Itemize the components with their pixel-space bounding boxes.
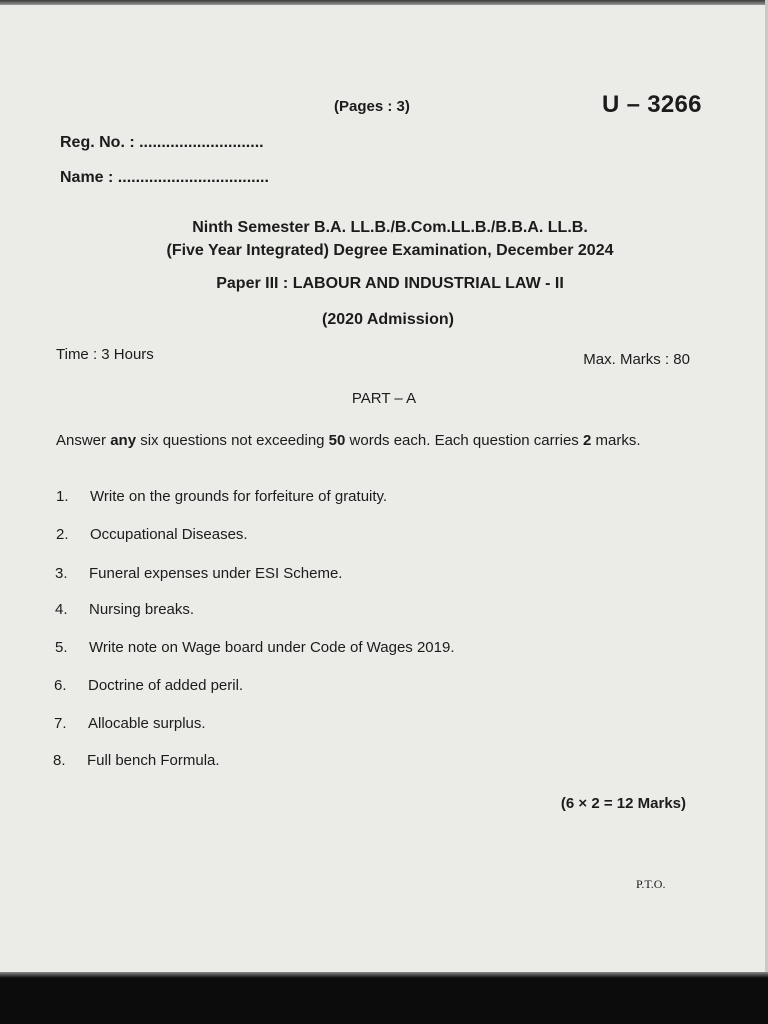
exam-title-line1: Ninth Semester B.A. LL.B./B.Com.LL.B./B.B.A. LL.B. — [192, 219, 588, 236]
question-text: Write note on Wage board under Code of Wages 2019. — [89, 639, 455, 656]
instruction-text: words each. Each question carries — [345, 432, 583, 449]
instruction-text: Answer — [56, 432, 111, 449]
scan-bottom-band — [0, 972, 768, 1024]
page-count: (Pages : 3) — [334, 98, 410, 115]
instructions — [56, 431, 690, 450]
name-field: Name : .................................. — [60, 169, 269, 186]
question-number: 6. — [54, 677, 67, 694]
please-turn-over: P.T.O. — [636, 877, 666, 891]
paper-code: U – 3266 — [602, 91, 702, 118]
instruction-emphasis: 50 — [328, 432, 346, 449]
exam-title-line2: (Five Year Integrated) Degree Examination, December 2024 — [166, 242, 614, 259]
admission-year: (2020 Admission) — [322, 311, 454, 328]
max-marks: Max. Marks : 80 — [583, 351, 690, 368]
question-number: 7. — [54, 715, 67, 732]
question-number: 3. — [55, 565, 68, 582]
scan-top-edge — [0, 0, 768, 5]
instruction-emphasis: 2 — [582, 432, 592, 449]
reg-no-field: Reg. No. : ............................ — [60, 134, 264, 151]
part-heading: PART – A — [351, 390, 417, 407]
question-number: 8. — [53, 752, 66, 769]
question-number: 2. — [56, 526, 69, 543]
instruction-text: marks. — [591, 432, 641, 449]
question-text: Write on the grounds for forfeiture of gratuity. — [90, 488, 388, 505]
question-text: Occupational Diseases. — [90, 526, 248, 543]
question-text: Full bench Formula. — [87, 752, 220, 769]
question-text: Funeral expenses under ESI Scheme. — [89, 565, 343, 582]
question-number: 5. — [55, 639, 68, 656]
question-text: Nursing breaks. — [89, 601, 195, 618]
question-text: Allocable surplus. — [88, 715, 206, 732]
question-text: Doctrine of added peril. — [88, 677, 244, 694]
instruction-text: six questions not exceeding — [136, 432, 329, 449]
question-number: 4. — [55, 601, 68, 618]
instruction-emphasis: any — [110, 432, 137, 449]
time-allowed: Time : 3 Hours — [56, 346, 154, 363]
marks-total: (6 × 2 = 12 Marks) — [560, 795, 686, 812]
question-number: 1. — [56, 488, 69, 505]
paper-title: Paper III : LABOUR AND INDUSTRIAL LAW - II — [216, 275, 564, 292]
